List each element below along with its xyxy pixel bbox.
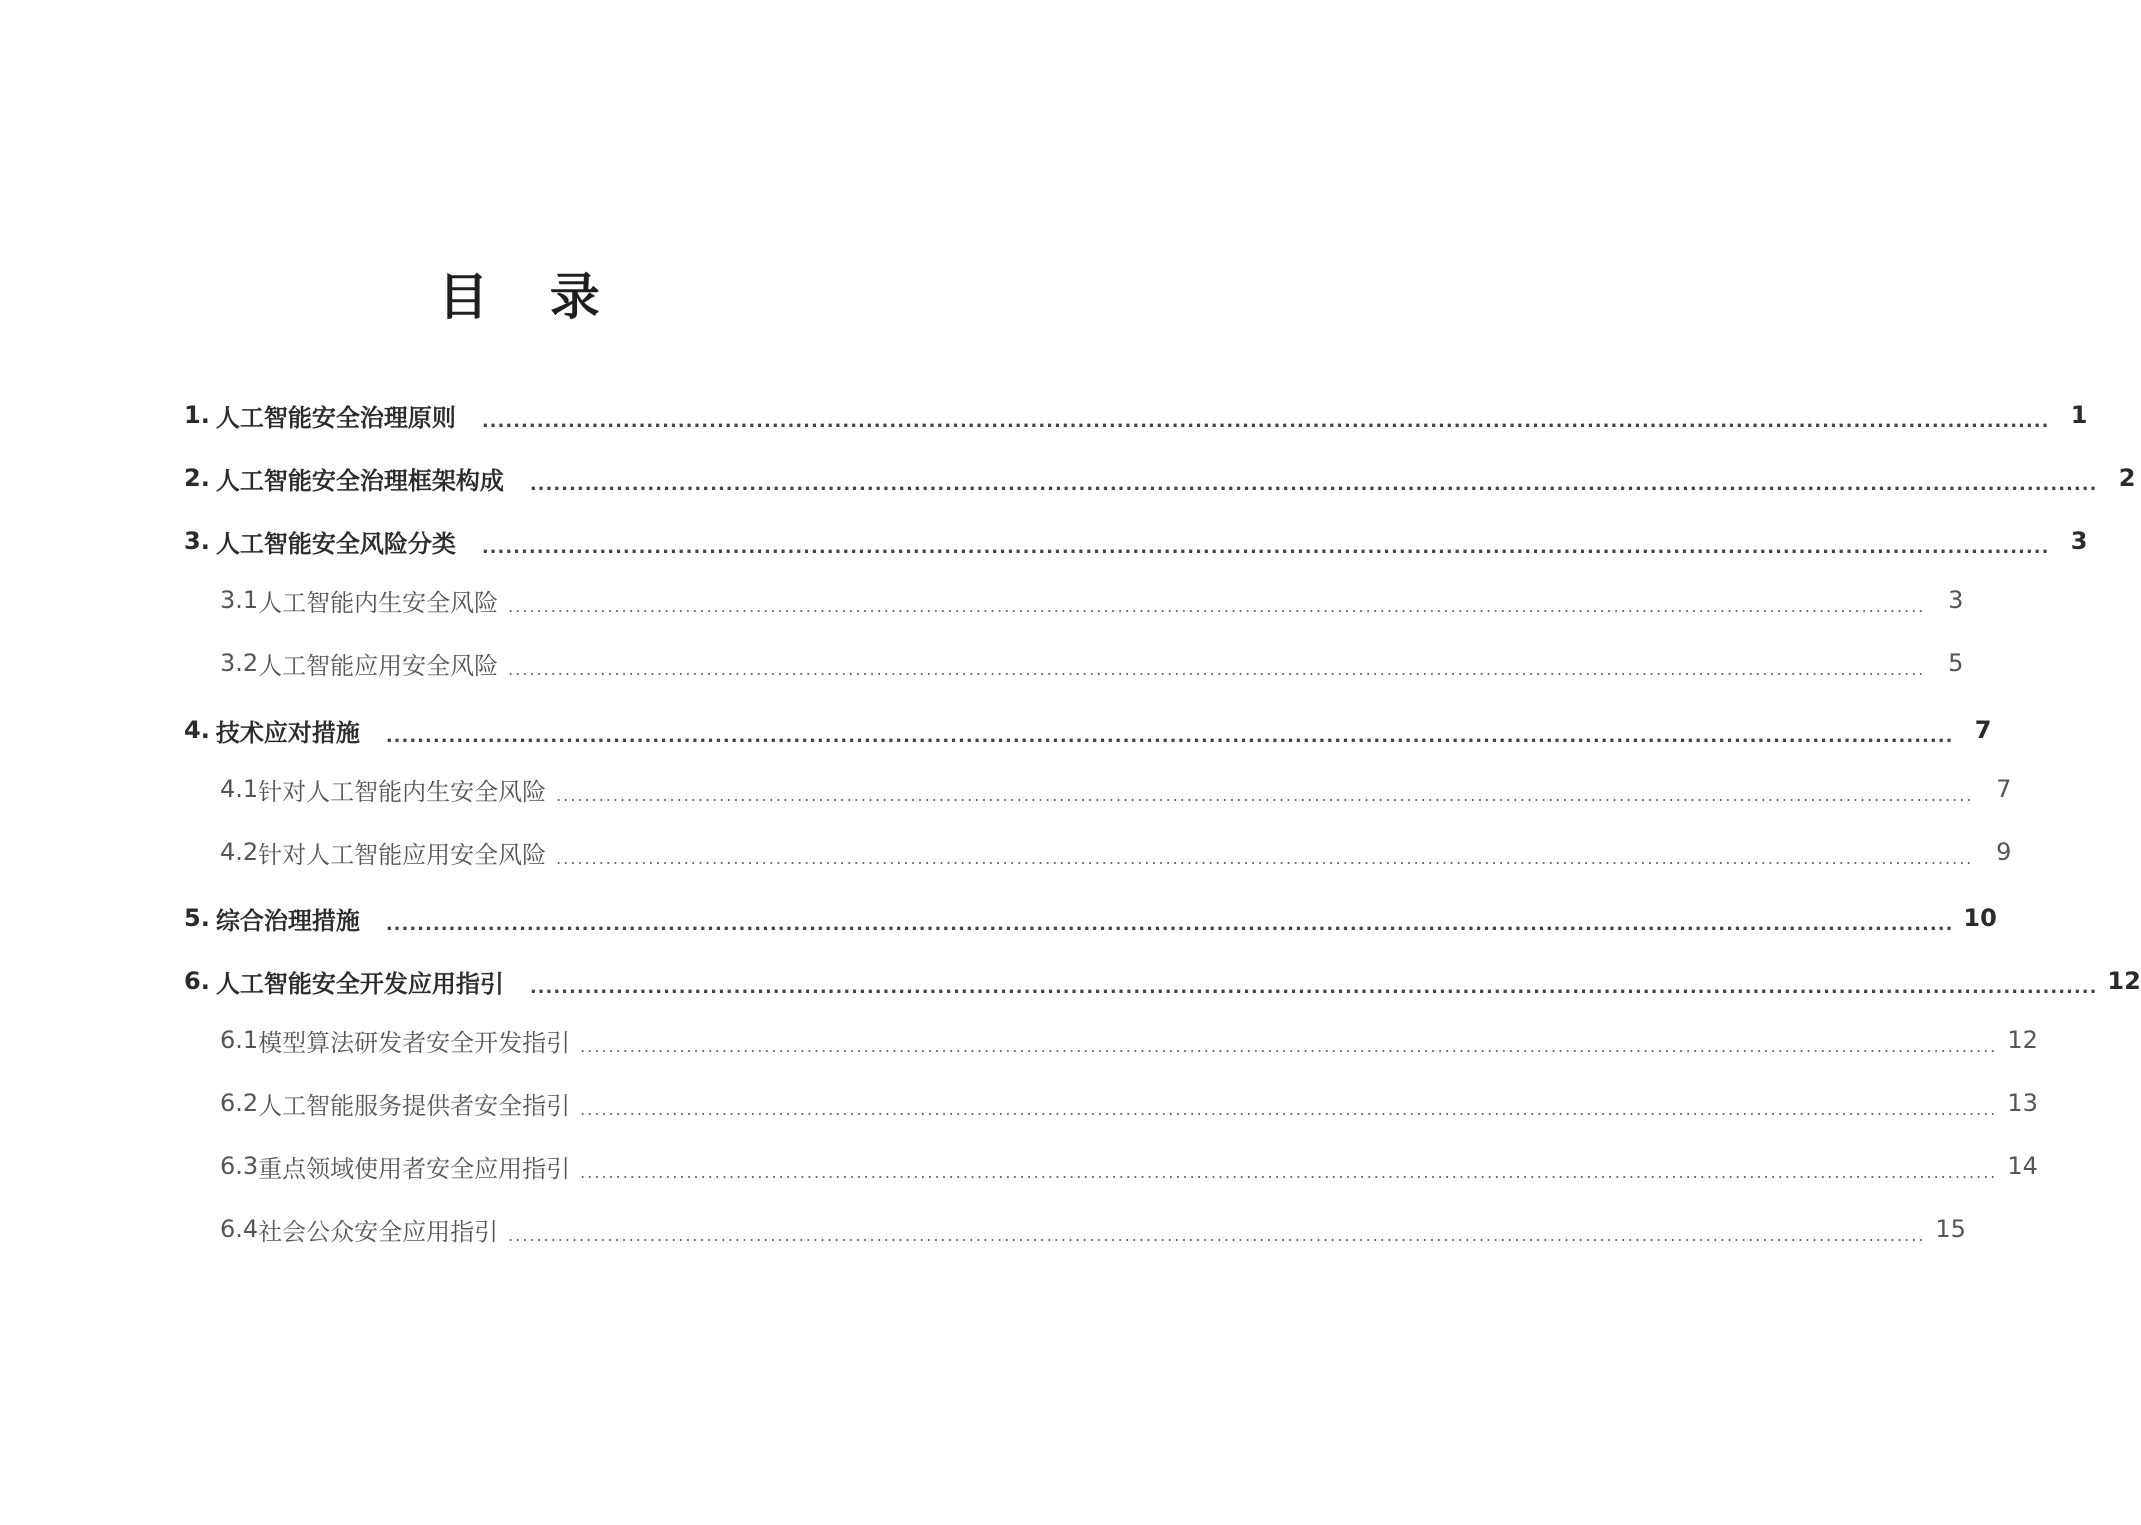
toc-entry-number: 4.1	[220, 775, 259, 803]
toc-entry-number: 3.	[184, 527, 210, 555]
toc-entry-number: 5.	[184, 904, 210, 932]
toc-entry-number: 6.2	[220, 1089, 259, 1117]
toc-entry[interactable]	[184, 1083, 2038, 1123]
toc-entry[interactable]	[184, 710, 1992, 750]
toc-entry-page-number: 15	[1935, 1215, 1966, 1243]
toc-leader-dots: ........................................................................................................................................................................................................	[508, 597, 1926, 616]
toc-entry[interactable]	[184, 769, 2012, 809]
toc-entry-label: 人工智能安全治理框架构成	[215, 466, 504, 495]
toc-entry-page-number: 1	[2070, 401, 2088, 429]
toc-entry[interactable]	[184, 1209, 1966, 1249]
toc-entry-number: 3.2	[220, 649, 259, 677]
toc-entry-page-number: 12	[2007, 1026, 2038, 1054]
toc-leader-dots: ........................................................................................................................................................................................................	[556, 786, 1974, 805]
toc-entry-page-number: 12	[2107, 967, 2141, 995]
toc-leader-dots: ........................................................................................................................................................................................................	[481, 411, 2050, 432]
toc-entry-page-number: 13	[2007, 1089, 2038, 1117]
toc-entry-page-number: 10	[1963, 904, 1997, 932]
toc-leader-dots: ........................................................................................................................................................................................................	[508, 660, 1926, 679]
toc-entry-label: 重点领域使用者安全应用指引	[258, 1154, 571, 1183]
toc-entry-label: 针对人工智能应用安全风险	[258, 840, 547, 869]
toc-entry-label: 人工智能应用安全风险	[258, 651, 499, 680]
toc-entry-page-number: 7	[1974, 716, 1992, 744]
toc-entry-number: 6.	[184, 967, 210, 995]
page-title: 目 录	[438, 267, 622, 326]
toc-entry-number: 6.1	[220, 1026, 259, 1054]
toc-leader-dots: ........................................................................................................................................................................................................	[580, 1163, 1998, 1182]
toc-entry-label: 综合治理措施	[215, 906, 360, 935]
toc-entry-number: 1.	[184, 401, 210, 429]
toc-leader-dots: ........................................................................................................................................................................................................	[580, 1037, 1998, 1056]
toc-entry-page-number: 3	[2070, 527, 2088, 555]
toc-entry[interactable]	[184, 395, 2088, 435]
toc-leader-dots: ........................................................................................................................................................................................................	[385, 914, 1954, 935]
toc-leader-dots: ........................................................................................................................................................................................................	[580, 1100, 1998, 1119]
toc-leader-dots: ........................................................................................................................................................................................................	[508, 1226, 1926, 1245]
toc-entry-page-number: 2	[2118, 464, 2136, 492]
toc-entry-page-number: 5	[1948, 649, 1964, 677]
toc-entry[interactable]	[184, 898, 1997, 938]
toc-entry-number: 6.3	[220, 1152, 259, 1180]
toc-entry-page-number: 14	[2007, 1152, 2038, 1180]
toc-entry[interactable]	[184, 1146, 2038, 1186]
toc-entry-number: 6.4	[220, 1215, 259, 1243]
toc-entry-label: 人工智能服务提供者安全指引	[258, 1091, 571, 1120]
toc-entry-page-number: 3	[1948, 586, 1964, 614]
toc-entry-label: 模型算法研发者安全开发指引	[258, 1028, 571, 1057]
toc-leader-dots: ........................................................................................................................................................................................................	[385, 726, 1954, 747]
toc-entry-label: 技术应对措施	[215, 718, 360, 747]
toc-entry[interactable]	[184, 643, 1964, 683]
toc-leader-dots: ........................................................................................................................................................................................................	[529, 474, 2098, 495]
toc-entry[interactable]	[184, 458, 2136, 498]
toc-entry[interactable]	[184, 961, 2141, 1001]
toc-entry-label: 社会公众安全应用指引	[258, 1217, 499, 1246]
toc-entry-number: 2.	[184, 464, 210, 492]
toc-entry[interactable]	[184, 1020, 2038, 1060]
toc-entry[interactable]	[184, 521, 2088, 561]
toc-entry[interactable]	[184, 832, 2012, 872]
toc-entry-label: 针对人工智能内生安全风险	[258, 777, 547, 806]
toc-entry-number: 4.	[184, 716, 210, 744]
toc-entry-label: 人工智能安全开发应用指引	[215, 969, 504, 998]
toc-entry-page-number: 7	[1996, 775, 2012, 803]
toc-entry-label: 人工智能安全风险分类	[215, 529, 456, 558]
toc-leader-dots: ........................................................................................................................................................................................................	[556, 849, 1974, 868]
toc-entry[interactable]	[184, 580, 1964, 620]
toc-entry-number: 4.2	[220, 838, 259, 866]
toc-entry-page-number: 9	[1996, 838, 2012, 866]
toc-leader-dots: ........................................................................................................................................................................................................	[481, 537, 2050, 558]
toc-entry-label: 人工智能内生安全风险	[258, 588, 499, 617]
toc-entry-number: 3.1	[220, 586, 259, 614]
toc-leader-dots: ........................................................................................................................................................................................................	[529, 977, 2098, 998]
toc-entry-label: 人工智能安全治理原则	[215, 403, 456, 432]
